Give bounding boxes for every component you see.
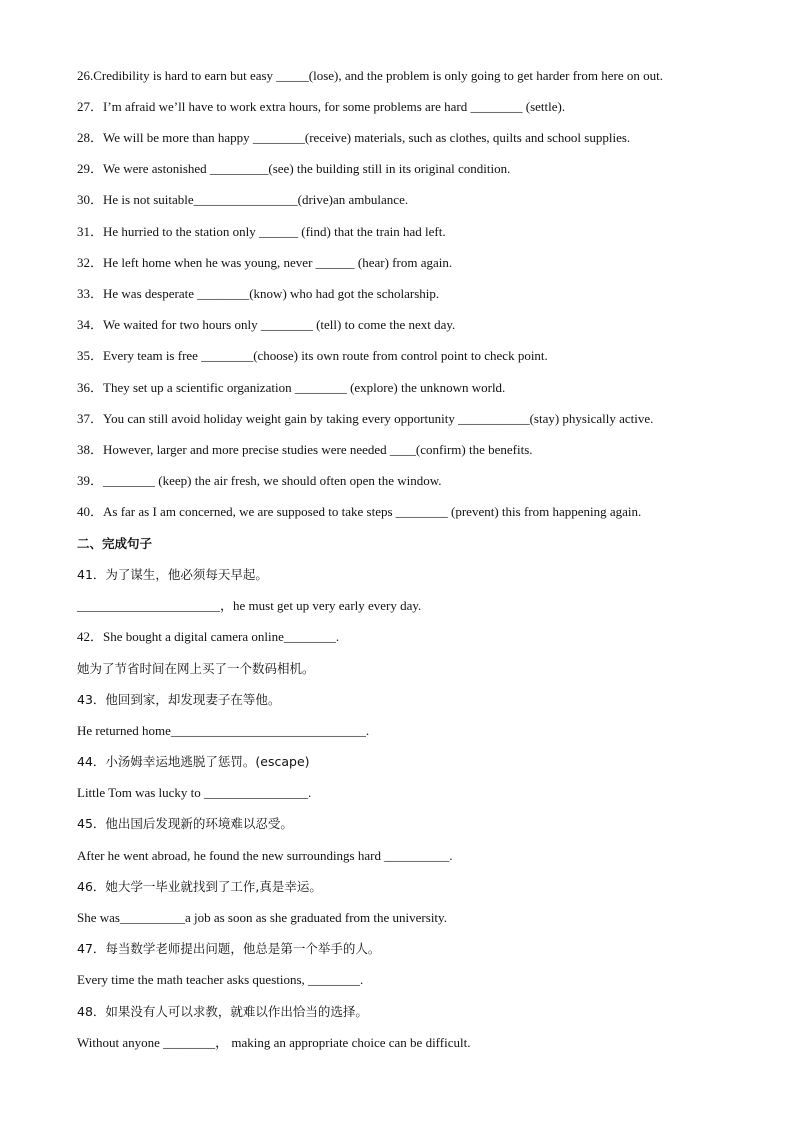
question-number: 32． (77, 255, 104, 270)
question-number: 39． (77, 473, 104, 488)
question-33 (77, 286, 439, 302)
question-43-prompt: 43．他回到家，却发现妻子在等他。 (77, 692, 281, 707)
question-44-prompt: 44．小汤姆幸运地逃脱了惩罚。(escape) (77, 754, 310, 769)
question-44-answer: Little Tom was lucky to ________________. (77, 785, 312, 800)
question-41-prompt: 41．为了谋生，他必须每天早起。 (77, 567, 268, 582)
question-34 (77, 317, 455, 333)
question-number: 33． (77, 286, 104, 301)
question-text: We waited for two hours only ________ (tell) to come the next day. (103, 317, 456, 332)
question-text: ________ (keep) the air fresh, we should often open the window. (103, 473, 442, 488)
question-28 (77, 130, 630, 146)
question-text: Every team is free ________(choose) its own route from control point to check point. (103, 348, 548, 363)
question-text: They set up a scientific organization ________ (explore) the unknown world. (103, 380, 506, 395)
question-number: 30． (77, 192, 104, 207)
question-number: 37． (77, 411, 104, 426)
question-47-prompt: 47．每当数学老师提出问题，他总是第一个举手的人。 (77, 941, 381, 956)
question-text: He is not suitable________________(drive)an ambulance. (103, 192, 409, 207)
question-47-answer: Every time the math teacher asks questions, ________. (77, 972, 364, 987)
question-42-answer: 她为了节省时间在网上买了一个数码相机。 (77, 661, 315, 676)
question-46-prompt: 46．她大学一毕业就找到了工作,真是幸运。 (77, 879, 322, 894)
question-text: He was desperate ________(know) who had got the scholarship. (103, 286, 440, 301)
question-48-answer: Without anyone ________， making an appropriate choice can be difficult. (77, 1035, 471, 1050)
section-heading: 二、完成句子 (77, 536, 153, 551)
question-27 (77, 99, 565, 115)
question-number: 40． (77, 504, 104, 519)
question-number: 38． (77, 442, 104, 457)
question-number: 34． (77, 317, 104, 332)
question-text: As far as I am concerned, we are supposed to take steps ________ (prevent) this from happening again. (103, 504, 642, 519)
question-38 (77, 442, 533, 458)
question-41-answer: ______________________，he must get up very early every day. (77, 598, 422, 613)
question-number: 26. (77, 68, 94, 83)
question-number: 27． (77, 99, 104, 114)
question-43-answer: He returned home______________________________. (77, 723, 370, 738)
question-number: 31． (77, 224, 104, 239)
question-29 (77, 161, 510, 177)
question-45-answer: After he went abroad, he found the new surroundings hard __________. (77, 848, 453, 863)
question-number: 29． (77, 161, 104, 176)
question-32 (77, 255, 452, 271)
question-text: We will be more than happy ________(receive) materials, such as clothes, quilts and school supplies. (103, 130, 631, 145)
question-number: 35． (77, 348, 104, 363)
question-37 (77, 411, 653, 427)
question-36 (77, 380, 505, 396)
question-40 (77, 504, 641, 520)
question-26 (77, 68, 663, 84)
question-30 (77, 192, 408, 208)
question-text: You can still avoid holiday weight gain by taking every opportunity ___________(stay) physically active. (103, 411, 654, 426)
question-text: However, larger and more precise studies were needed ____(confirm) the benefits. (103, 442, 533, 457)
question-text: We were astonished _________(see) the building still in its original condition. (103, 161, 511, 176)
question-text: I’m afraid we’ll have to work extra hours, for some problems are hard ________ (settle). (103, 99, 566, 114)
question-text: He left home when he was young, never ______ (hear) from again. (103, 255, 453, 270)
question-text: Credibility is hard to earn but easy _____(lose), and the problem is only going to get harder from here on out. (93, 68, 663, 83)
question-48-prompt: 48．如果没有人可以求教，就难以作出恰当的选择。 (77, 1004, 368, 1019)
question-31 (77, 224, 446, 240)
question-number: 28． (77, 130, 104, 145)
question-39 (77, 473, 442, 489)
question-46-answer: She was__________a job as soon as she graduated from the university. (77, 910, 447, 925)
question-42-prompt: 42．She bought a digital camera online________. (77, 629, 340, 644)
question-text: He hurried to the station only ______ (find) that the train had left. (103, 224, 446, 239)
question-35 (77, 348, 548, 364)
question-number: 36． (77, 380, 104, 395)
question-45-prompt: 45．他出国后发现新的环境难以忍受。 (77, 816, 293, 831)
